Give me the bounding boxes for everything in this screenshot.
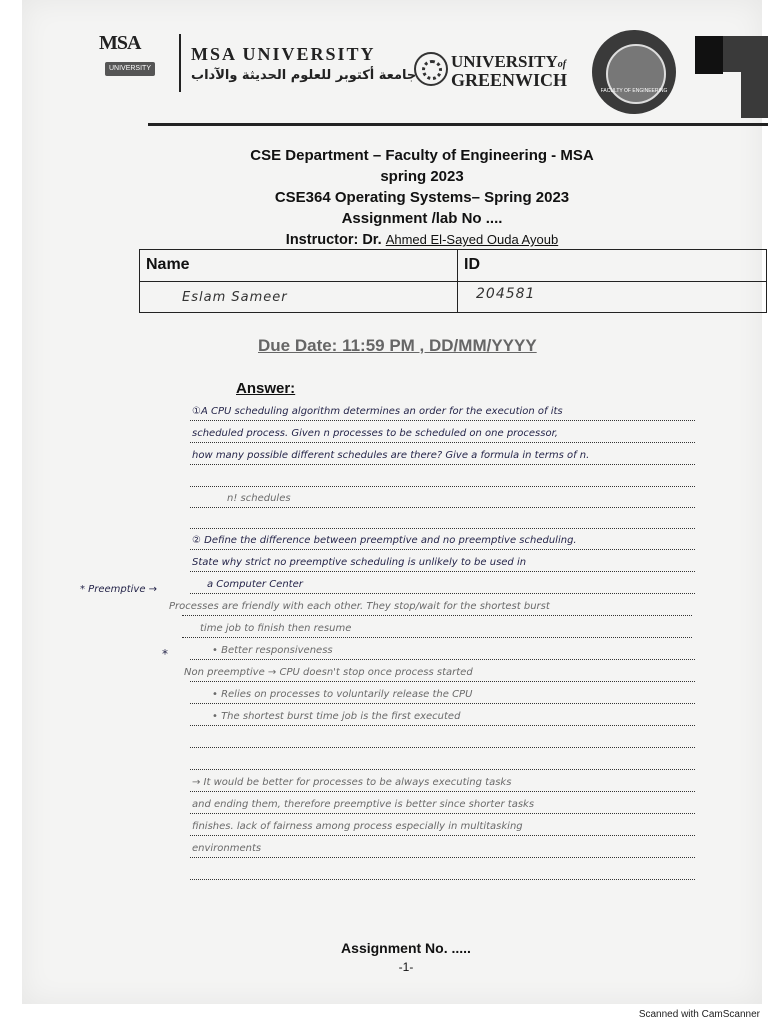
page-footer: [22, 940, 768, 974]
answer-line: [190, 570, 695, 572]
handwritten-answer-text: and ending them, therefore preemptive is better since shorter tasks: [192, 799, 535, 810]
answer-line: [190, 680, 695, 682]
name-value: Eslam Sameer: [182, 290, 288, 305]
instructor-name: Ahmed El-Sayed Ouda Ayoub: [385, 232, 559, 247]
handwritten-answer-text: Processes are friendly with each other. They stop/wait for the shortest burst: [169, 601, 550, 612]
answer-line: [190, 790, 695, 792]
handwritten-answer-text: scheduled process. Given n processes to be scheduled on one processor,: [192, 428, 558, 439]
answer-line: [190, 592, 695, 594]
handwritten-answer-text: finishes. lack of fairness among process especially in multitasking: [192, 821, 523, 832]
university-name: MSA UNIVERSITY: [191, 44, 376, 64]
answer-line: [190, 506, 695, 508]
msa-logo-badge: UNIVERSITY: [105, 62, 155, 76]
scan-bottom-bar: [0, 1004, 768, 1024]
course-title: CSE364 Operating Systems– Spring 2023: [274, 189, 570, 206]
handwritten-answer-text: • The shortest burst time job is the first executed: [212, 711, 461, 722]
answer-line: [190, 724, 695, 726]
corner-graphic-black: [695, 36, 725, 74]
assignment-number: Assignment No. .....: [341, 940, 471, 956]
answer-line: [190, 856, 695, 858]
handwritten-answer-text: environments: [192, 843, 262, 854]
answer-heading: Answer:: [236, 380, 296, 397]
handwritten-answer-text: time job to finish then resume: [200, 623, 352, 634]
answer-line: [190, 834, 695, 836]
seal-center-icon: [606, 44, 666, 104]
answer-line: [190, 419, 695, 421]
id-cell: [458, 282, 766, 312]
answer-line: [182, 636, 692, 638]
handwritten-answer-text: how many possible different schedules are there? Give a formula in terms of n.: [192, 450, 590, 461]
answer-line: [190, 812, 695, 814]
id-header: ID: [458, 250, 766, 282]
handwritten-answer-text: State why strict no preemptive scheduling is unlikely to be used in: [192, 557, 527, 568]
corner-graphic-gray: [723, 36, 768, 118]
greenwich-line2: GREENWICH: [451, 70, 568, 90]
camscanner-watermark: Scanned with CamScanner: [638, 1009, 760, 1020]
answer-line: [190, 768, 695, 770]
assignment-title: Assignment /lab No ....: [341, 210, 503, 227]
handwritten-answer-text: n! schedules: [227, 493, 291, 504]
margin-note-preemptive: * Preemptive →: [80, 584, 158, 595]
name-header: Name: [140, 250, 458, 282]
greenwich-line1: UNIVERSITYof: [451, 52, 567, 71]
due-date: Due Date: 11:59 PM , DD/MM/YYYY: [258, 336, 537, 355]
seal-text: FACULTY OF ENGINEERING: [600, 88, 668, 94]
university-arabic-name: جامعة أكتوبر للعلوم الحديثة والآداب: [191, 68, 417, 83]
page-number: -1-: [398, 960, 414, 974]
handwritten-answer-text: a Computer Center: [207, 579, 303, 590]
document-page: [22, 0, 762, 1004]
answer-line: [190, 878, 695, 880]
header-divider: [179, 34, 181, 92]
title-block: [142, 145, 702, 251]
msa-logo-text: MSA: [99, 32, 141, 54]
name-cell: [140, 282, 458, 312]
greenwich-emblem-icon: [414, 52, 448, 86]
id-value: 204581: [476, 286, 536, 302]
msa-logo: [87, 32, 172, 92]
margin-note-non-preemptive: *: [162, 647, 168, 661]
handwritten-answer-text: ①A CPU scheduling algorithm determines an order for the execution of its: [192, 406, 563, 417]
answer-line: [190, 746, 695, 748]
answer-line: [190, 702, 695, 704]
answer-line: [190, 527, 695, 529]
term: spring 2023: [380, 168, 464, 185]
department-title: CSE Department – Faculty of Engineering - MSA: [250, 147, 594, 164]
faculty-seal: [592, 30, 676, 114]
handwritten-answer-text: • Relies on processes to voluntarily release the CPU: [212, 689, 473, 700]
page-header: [87, 30, 768, 120]
instructor: Instructor: Dr. Ahmed El-Sayed Ouda Ayoub: [285, 232, 559, 248]
handwritten-answer-text: • Better responsiveness: [212, 645, 333, 656]
handwritten-answer-text: ② Define the difference between preemptive and no preemptive scheduling.: [192, 535, 577, 546]
student-info-table: [139, 249, 767, 313]
answer-line: [190, 441, 695, 443]
answer-line: [182, 614, 692, 616]
header-rule: [148, 123, 768, 126]
answer-line: [190, 463, 695, 465]
answer-line: [190, 548, 695, 550]
handwritten-answer-text: Non preemptive → CPU doesn't stop once process started: [184, 667, 473, 678]
handwritten-answer-text: → It would be better for processes to be always executing tasks: [192, 777, 512, 788]
answer-line: [190, 485, 695, 487]
answer-line: [190, 658, 695, 660]
